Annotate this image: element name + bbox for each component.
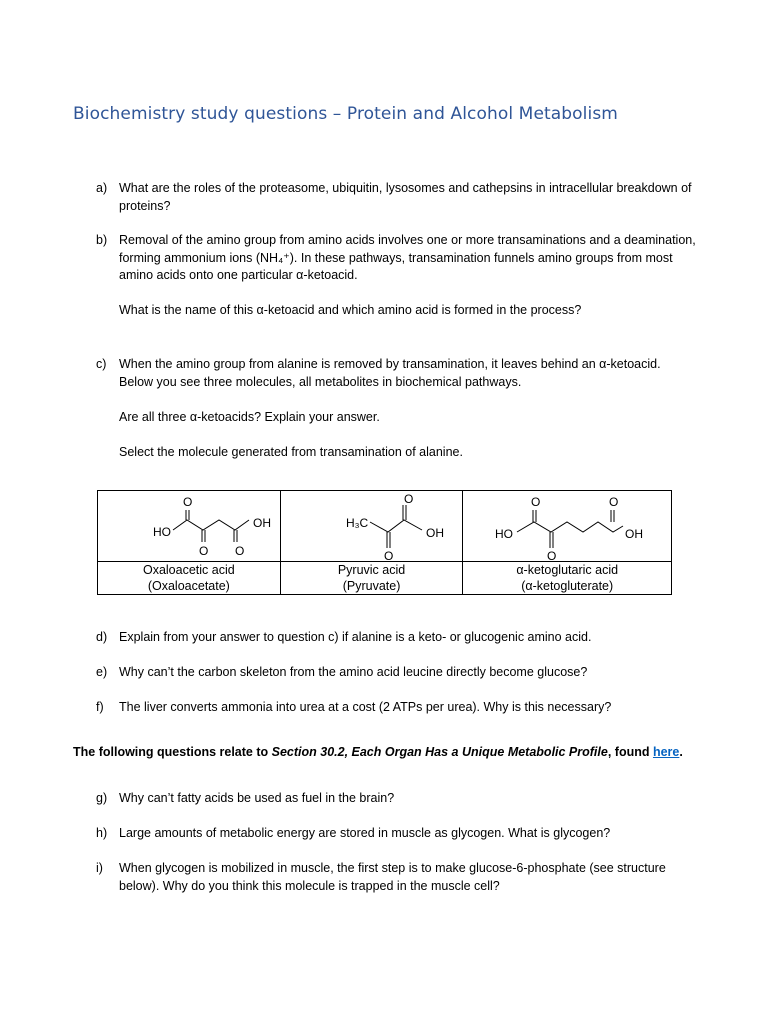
question-g [96,790,696,808]
question-label: b) [96,233,108,247]
molecule-alt-name: (Oxaloacetate) [147,579,230,593]
question-label: h) [96,826,108,840]
question-b [96,232,696,320]
svg-text:O: O [403,492,413,506]
question-text: Removal of the amino group from amino acids involves one or more transaminations and a deamination, forming ammonium ions (NH₄⁺). In these pathways, transamination funnels amino groups from most amino acids onto one particular α-ketoacid. [119,233,696,283]
pyruvic-acid-image [302,492,444,563]
question-text: Why can’t the carbon skeleton from the amino acid leucine directly become glucose? [119,665,588,679]
molecule-name: Oxaloacetic acid [142,563,235,577]
question-text: Why can’t fatty acids be used as fuel in the brain? [119,791,395,805]
question-label: c) [96,357,107,371]
question-text: Explain from your answer to question c) if alanine is a keto- or glucogenic amino acid. [119,630,592,644]
molecule-name-cell [98,562,281,595]
svg-text:O: O [547,549,557,563]
question-text: When glycogen is mobilized in muscle, the first step is to make glucose-6-phosphate (see structure below). Why do you think this molecule is trapped in the muscle cell? [119,861,666,893]
section-note [73,745,683,759]
question-text: Select the molecule generated from transamination of alanine. [119,444,463,459]
question-label: i) [96,861,103,875]
svg-text:O: O [531,495,541,509]
svg-text:HO: HO [495,527,514,541]
alpha-ketoglutaric-acid-structure [463,491,672,562]
question-h [96,825,696,843]
svg-text:O: O [609,495,619,509]
question-text: What are the roles of the proteasome, ubiquitin, lysosomes and cathepsins in intracellular breakdown of proteins? [119,181,692,213]
svg-text:O: O [383,549,393,563]
molecule-alt-name: (Pyruvate) [342,579,401,593]
section-note-middle: , found [607,745,653,759]
oxaloacetic-acid-image [119,492,271,560]
here-link[interactable]: here [652,745,680,759]
question-text: The liver converts ammonia into urea at a cost (2 ATPs per urea). Why is this necessary? [119,700,612,714]
pyruvic-acid-structure [280,491,463,562]
question-label: e) [96,665,108,679]
question-text: What is the name of this α-ketoacid and which amino acid is formed in the process? [119,303,582,318]
svg-text:OH: OH [252,516,271,530]
question-label: f) [96,700,104,714]
question-c [96,356,696,462]
section-note-prefix: The following questions relate to [73,745,272,759]
molecule-name-cell [463,562,672,595]
question-label: g) [96,791,108,805]
question-label: d) [96,630,108,644]
alpha-ketoglutaric-acid-image [487,492,647,563]
oxaloacetic-acid-structure [98,491,281,562]
molecule-table [97,490,672,595]
svg-text:O: O [234,544,245,558]
svg-text:OH: OH [425,526,444,540]
question-a [96,180,696,215]
molecule-alt-name: (α-ketogluterate) [521,579,614,593]
section-reference: Section 30.2, Each Organ Has a Unique Metabolic Profile [271,745,608,759]
molecule-name: Pyruvic acid [337,563,406,577]
section-note-suffix: . [679,745,683,759]
question-f [96,699,696,717]
molecule-name: α-ketoglutaric acid [516,563,619,577]
molecule-name-cell [280,562,463,595]
svg-text:HO: HO [152,525,171,539]
question-e [96,664,696,682]
question-label: a) [96,181,108,195]
svg-text:O: O [198,544,209,558]
question-text: When the amino group from alanine is removed by transamination, it leaves behind an α-ketoacid. Below you see three molecules, all metabolites in biochemical pathways. [119,357,661,389]
svg-text:O: O [182,495,193,509]
svg-text:H₃C: H₃C [345,516,368,530]
question-text: Large amounts of metabolic energy are stored in muscle as glycogen. What is glycogen? [119,826,611,840]
svg-text:OH: OH [625,527,644,541]
question-d [96,629,696,647]
question-i [96,860,696,895]
question-text: Are all three α-ketoacids? Explain your answer. [119,409,380,424]
document-title: Biochemistry study questions – Protein and Alcohol Metabolism [73,104,618,124]
